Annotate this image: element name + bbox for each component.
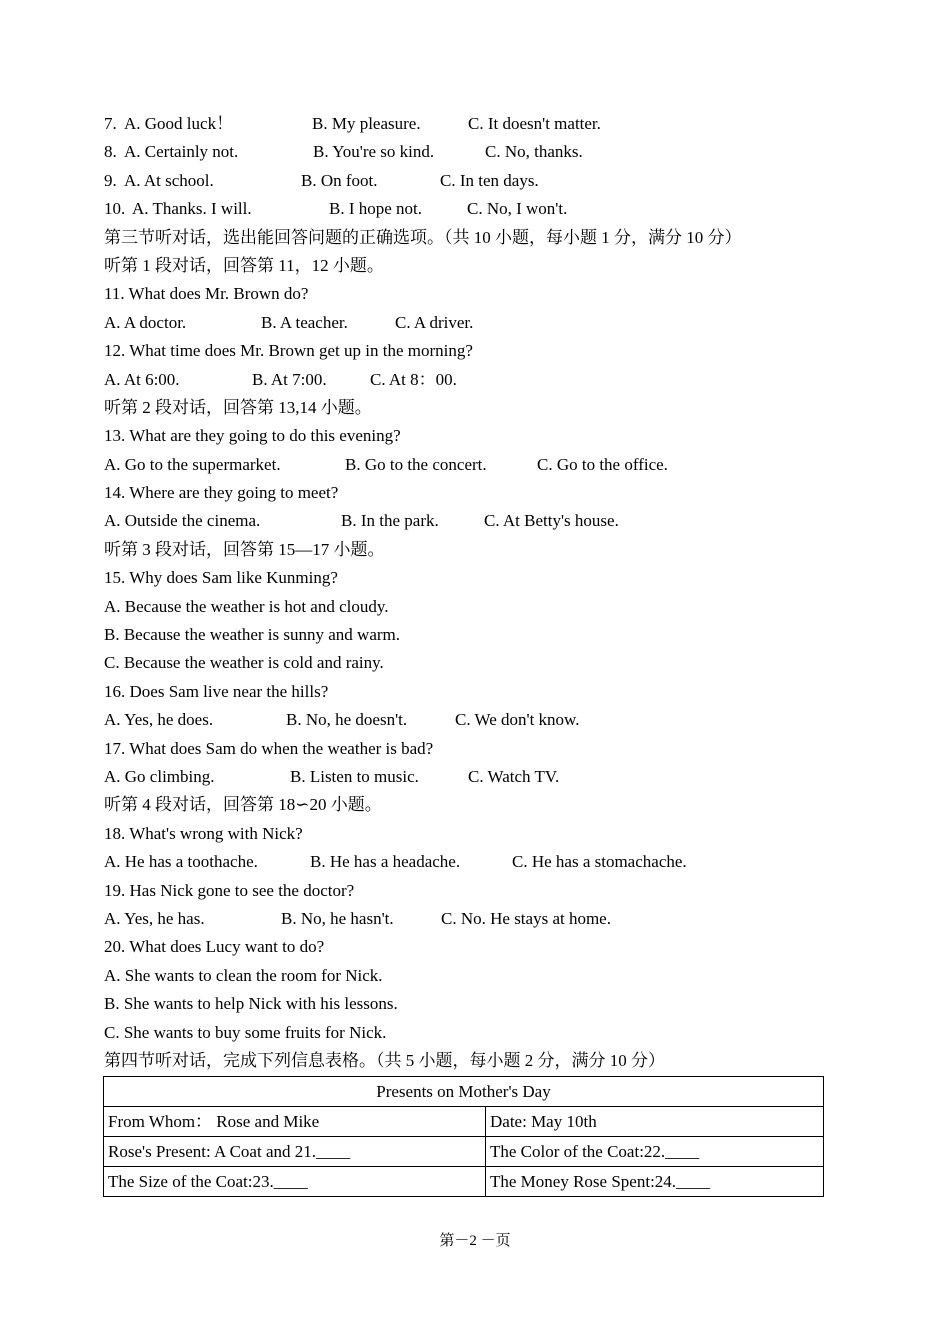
q7-option-b: B. My pleasure. (312, 114, 421, 133)
q13-option-a: A. Go to the supermarket. (104, 454, 281, 474)
q18-option-b: B. He has a headache. (310, 852, 461, 872)
q9-option-a: A. At school. (124, 170, 214, 190)
q12-option-b: B. At 7:00. (252, 369, 327, 389)
page-number: 第－2 －页 (439, 1233, 511, 1249)
cell-coat-color: The Color of the Coat:22.____ (486, 1137, 824, 1167)
question-19-options (104, 905, 834, 933)
question-17-options (104, 763, 834, 791)
question-9 (104, 167, 834, 195)
q7-option-c: C. It doesn't matter. (468, 114, 601, 133)
q15-option-b: B. Because the weather is sunny and warm. (104, 625, 400, 645)
q13-option-b: B. Go to the concert. (345, 454, 487, 474)
cell-rose-present: Rose's Present: A Coat and 21.____ (104, 1137, 486, 1167)
question-16-text: 16. Does Sam live near the hills? (104, 681, 329, 701)
q11-option-c: C. A driver. (395, 312, 474, 332)
q17-option-c: C. Watch TV. (468, 766, 560, 786)
table-title: Presents on Mother's Day (104, 1077, 824, 1107)
q14-option-b: B. In the park. (341, 511, 439, 531)
q12-option-a: A. At 6:00. (104, 369, 180, 389)
q17-option-a: A. Go climbing. (104, 766, 215, 786)
q19-option-c: C. No. He stays at home. (441, 908, 611, 928)
q13-option-c: C. Go to the office. (537, 454, 668, 474)
question-8 (104, 138, 834, 166)
cell-date: Date: May 10th (486, 1107, 824, 1137)
q9-option-c: C. In ten days. (440, 170, 539, 190)
question-11-text: 11. What does Mr. Brown do? (104, 284, 309, 304)
table-row (104, 1137, 824, 1167)
question-15-text: 15. Why does Sam like Kunming? (104, 568, 338, 588)
question-20-text: 20. What does Lucy want to do? (104, 937, 325, 957)
q10-option-b: B. I hope not. (329, 199, 423, 219)
question-11-options (104, 309, 834, 337)
question-7 (104, 110, 834, 138)
section-4-heading: 第四节听对话，完成下列信息表格。（共 5 小题，每小题 2 分，满分 10 分） (104, 1050, 665, 1070)
question-14-options (104, 507, 834, 535)
q20-option-c: C. She wants to buy some fruits for Nick. (104, 1022, 387, 1042)
q8-number: 8. (104, 142, 117, 162)
question-18-options (104, 848, 834, 876)
q12-option-c: C. At 8：00. (370, 369, 457, 389)
q17-option-b: B. Listen to music. (290, 766, 419, 786)
q10-option-c: C. No, I won't. (467, 199, 568, 219)
question-14-text: 14. Where are they going to meet? (104, 483, 339, 503)
question-18-text: 18. What's wrong with Nick? (104, 823, 303, 843)
q19-option-a: A. Yes, he has. (104, 908, 205, 928)
table-row (104, 1107, 824, 1137)
cell-from-whom: From Whom： Rose and Mike (104, 1107, 486, 1137)
dialog-2-instruction: 听第 2 段对话，回答第 13,14 小题。 (104, 397, 372, 417)
q20-option-a: A. She wants to clean the room for Nick. (104, 965, 383, 985)
q7-option-a: A. Good luck！ (124, 114, 234, 133)
question-16-options (104, 706, 834, 734)
q15-option-c: C. Because the weather is cold and rainy. (104, 653, 384, 673)
q14-option-a: A. Outside the cinema. (104, 511, 261, 531)
cell-coat-size: The Size of the Coat:23.____ (104, 1167, 486, 1197)
table-row (104, 1167, 824, 1197)
q16-option-c: C. We don't know. (455, 710, 580, 730)
question-13-options (104, 451, 834, 479)
question-19-text: 19. Has Nick gone to see the doctor? (104, 880, 355, 900)
q11-option-a: A. A doctor. (104, 312, 187, 332)
q10-number: 10. (104, 199, 126, 219)
presents-table (103, 1076, 824, 1197)
q16-option-a: A. Yes, he does. (104, 710, 214, 730)
question-10 (104, 195, 834, 223)
table-title-row (104, 1077, 824, 1107)
q18-option-c: C. He has a stomachache. (512, 852, 687, 872)
question-12-text: 12. What time does Mr. Brown get up in the morning? (104, 341, 473, 361)
q9-option-b: B. On foot. (301, 170, 378, 190)
question-13-text: 13. What are they going to do this evening? (104, 426, 401, 446)
question-12-options (104, 366, 834, 394)
q8-option-c: C. No, thanks. (485, 142, 583, 162)
exam-content (104, 110, 834, 1075)
dialog-3-instruction: 听第 3 段对话，回答第 15—17 小题。 (104, 539, 385, 559)
q11-option-b: B. A teacher. (261, 312, 348, 332)
q19-option-b: B. No, he hasn't. (281, 908, 394, 928)
q20-option-b: B. She wants to help Nick with his lessons. (104, 994, 398, 1014)
q14-option-c: C. At Betty's house. (484, 511, 619, 531)
dialog-4-instruction: 听第 4 段对话，回答第 18∽20 小题。 (104, 795, 382, 815)
q9-number: 9. (104, 170, 117, 190)
q8-option-b: B. You're so kind. (313, 142, 435, 162)
q15-option-a: A. Because the weather is hot and cloudy. (104, 596, 389, 616)
q8-option-a: A. Certainly not. (124, 142, 239, 162)
question-17-text: 17. What does Sam do when the weather is bad? (104, 738, 434, 758)
q10-option-a: A. Thanks. I will. (132, 199, 252, 219)
dialog-1-instruction: 听第 1 段对话，回答第 11，12 小题。 (104, 255, 384, 275)
q18-option-a: A. He has a toothache. (104, 852, 258, 872)
cell-money-spent: The Money Rose Spent:24.____ (486, 1167, 824, 1197)
q7-number: 7. (104, 114, 117, 133)
section-3-heading: 第三节听对话，选出能回答问题的正确选项。（共 10 小题，每小题 1 分，满分 10 分） (104, 227, 742, 247)
q16-option-b: B. No, he doesn't. (286, 710, 408, 730)
